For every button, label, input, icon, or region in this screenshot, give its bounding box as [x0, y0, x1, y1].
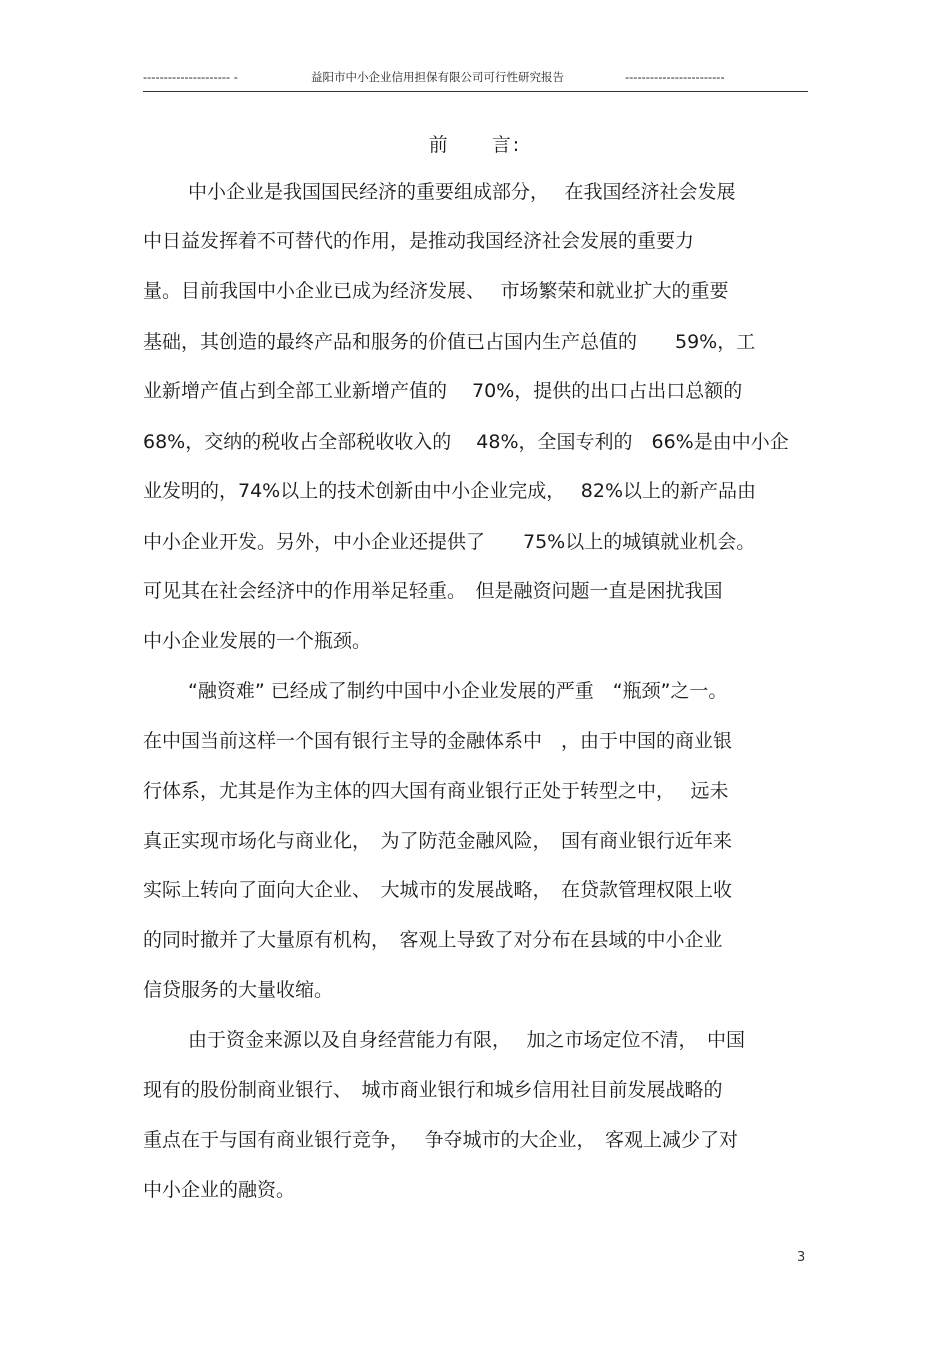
- page-number: 3: [797, 1250, 806, 1265]
- text-line: 量。目前我国中小企业已成为经济发展、 市场繁荣和就业扩大的重要: [143, 280, 729, 302]
- text-line: 中日益发挥着不可替代的作用，是推动我国经济社会发展的重要力: [143, 230, 695, 252]
- text-line: 基础，其创造的最终产品和服务的价值已占国内生产总值的 59%，工: [143, 331, 756, 353]
- text-line: 在中国当前这样一个国有银行主导的金融体系中 ，由于中国的商业银: [143, 730, 733, 752]
- text-line: 由于资金来源以及自身经营能力有限， 加之市场定位不清， 中国: [188, 1029, 746, 1051]
- header-title: 益阳市中小企业信用担保有限公司可行性研究报告: [311, 70, 564, 84]
- text-line: 信贷服务的大量收缩。: [143, 979, 334, 1001]
- text-line: 真正实现市场化与商业化， 为了防范金融风险， 国有商业银行近年来: [143, 830, 733, 852]
- section-heading: 前 言:: [428, 134, 522, 156]
- text-line: 68%，交纳的税收占全部税收收入的 48%，全国专利的 66%是由中小企: [143, 431, 789, 453]
- header-rule: [143, 91, 808, 92]
- text-line: 中小企业开发。另外，中小企业还提供了 75%以上的城镇就业机会。: [143, 531, 756, 553]
- text-line: 中小企业发展的一个瓶颈。: [143, 630, 372, 652]
- text-line: 可见其在社会经济中的作用举足轻重。 但是融资问题一直是困扰我国: [143, 580, 723, 602]
- text-line: 的同时撤并了大量原有机构， 客观上导致了对分布在县域的中小企业: [143, 929, 723, 951]
- header-dash-right: ------------------------: [625, 70, 725, 84]
- text-line: 现有的股份制商业银行、 城市商业银行和城乡信用社目前发展战略的: [143, 1079, 723, 1101]
- text-line: 中小企业是我国国民经济的重要组成部分， 在我国经济社会发展: [188, 181, 736, 203]
- text-line: 实际上转向了面向大企业、 大城市的发展战略， 在贷款管理权限上收: [143, 879, 733, 901]
- header-dash-left: --------------------- -: [143, 70, 238, 84]
- text-line: 业新增产值占到全部工业新增产值的 70%，提供的出口占出口总额的: [143, 380, 743, 402]
- page-header: [143, 66, 808, 90]
- text-line: 行体系，尤其是作为主体的四大国有商业银行正处于转型之中， 远未: [143, 780, 729, 802]
- text-line: “融资难” 已经成了制约中国中小企业发展的严重 “瓶颈”之一。: [188, 680, 728, 702]
- text-line: 业发明的，74%以上的技术创新由中小企业完成， 82%以上的新产品由: [143, 480, 757, 502]
- text-line: 中小企业的融资。: [143, 1179, 296, 1201]
- text-line: 重点在于与国有商业银行竞争， 争夺城市的大企业， 客观上减少了对: [143, 1129, 739, 1151]
